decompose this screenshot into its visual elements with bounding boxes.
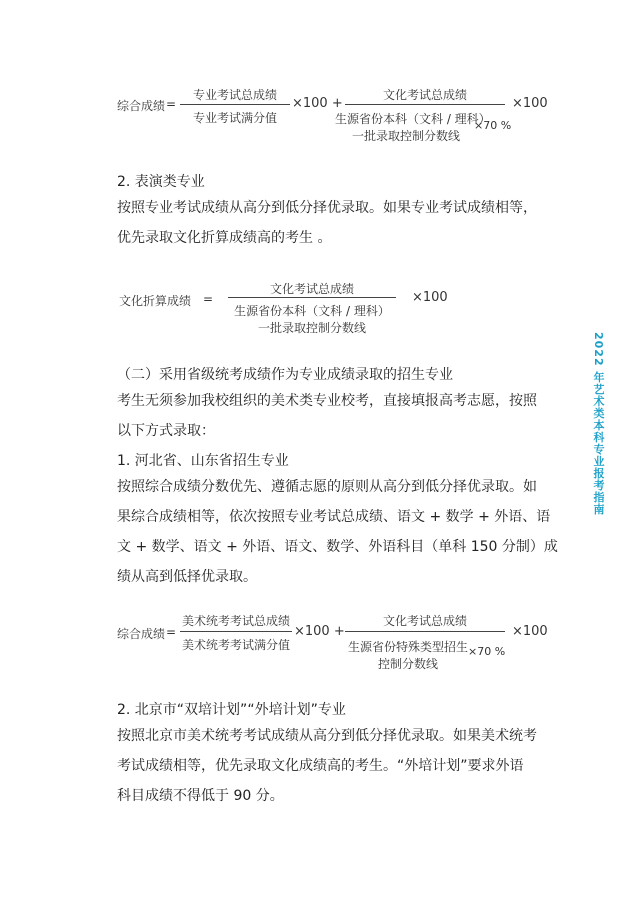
fraction-denominator: 专业考试满分值 bbox=[192, 111, 277, 125]
paragraph-hebei-shandong bbox=[117, 472, 558, 592]
section-heading-beijing: 2. 北京市“双培计划”“外培计划”专业 bbox=[117, 702, 346, 718]
paragraph-line: 优先录取文化折算成绩高的考生 。 bbox=[117, 230, 332, 246]
fraction-denominator: 美术统考考试满分值 bbox=[181, 638, 290, 652]
equals-sign: = bbox=[166, 625, 177, 639]
paragraph-line: 以下方式录取： bbox=[117, 423, 215, 439]
equals-sign: = bbox=[166, 97, 177, 111]
fraction-numerator: 专业考试总成绩 bbox=[192, 88, 277, 102]
fraction-denominator-line1: 生源省份特殊类型招生 bbox=[348, 640, 469, 654]
percentage-factor: ×70 % bbox=[468, 645, 506, 658]
times-hundred-plus: ×100 + bbox=[294, 624, 345, 639]
section-heading-performance: 2. 表演类专业 bbox=[117, 174, 205, 190]
times-hundred-plus: ×100 + bbox=[292, 96, 343, 111]
paragraph-line: 考试成绩相等，优先录取文化成绩高的考生。“外培计划”要求外语 bbox=[117, 758, 524, 774]
fraction-numerator: 文化考试总成绩 bbox=[382, 88, 467, 102]
fraction-denominator-line1: 生源省份本科（文科 / 理科） bbox=[234, 304, 390, 318]
section-heading-hebei-shandong: 1. 河北省、山东省招生专业 bbox=[117, 453, 289, 469]
fraction-denominator-line2: 一批录取控制分数线 bbox=[352, 129, 461, 143]
paragraph-unified-exam bbox=[117, 386, 537, 446]
paragraph-beijing bbox=[117, 721, 537, 811]
paragraph-performance bbox=[117, 193, 537, 253]
sidebar-guide-title: 2022 年艺术类本科专业报考指南 bbox=[592, 332, 605, 516]
formula-label: 文化折算成绩 bbox=[119, 294, 192, 308]
fraction-numerator: 文化考试总成绩 bbox=[269, 282, 354, 296]
fraction-bar bbox=[180, 104, 290, 105]
fraction-bar bbox=[180, 631, 292, 632]
paragraph-line: 按照综合成绩分数优先、遵循志愿的原则从高分到低分择优录取。如 bbox=[117, 479, 537, 495]
fraction-bar bbox=[345, 631, 505, 632]
paragraph-line: 科目成绩不得低于 90 分。 bbox=[117, 788, 284, 804]
fraction-numerator: 文化考试总成绩 bbox=[382, 614, 467, 628]
fraction-numerator: 美术统考考试总成绩 bbox=[181, 614, 290, 628]
equals-sign: = bbox=[203, 292, 214, 306]
times-hundred: ×100 bbox=[412, 290, 448, 305]
times-hundred: ×100 bbox=[512, 624, 548, 639]
paragraph-line: 绩从高到低择优录取。 bbox=[117, 569, 257, 585]
fraction-denominator-line2: 控制分数线 bbox=[378, 657, 439, 671]
formula-label: 综合成绩 bbox=[117, 99, 166, 113]
times-hundred: ×100 bbox=[512, 96, 548, 111]
fraction-bar bbox=[228, 297, 396, 298]
paragraph-line: 按照专业考试成绩从高分到低分择优录取。如果专业考试成绩相等， bbox=[117, 200, 537, 216]
part-heading-unified-exam: （二）采用省级统考成绩作为专业成绩录取的招生专业 bbox=[117, 367, 453, 383]
paragraph-line: 考生无须参加我校组织的美术类专业校考，直接填报高考志愿，按照 bbox=[117, 393, 537, 409]
percentage-factor: ×70 % bbox=[474, 119, 512, 132]
fraction-denominator-line2: 一批录取控制分数线 bbox=[257, 321, 366, 335]
paragraph-line: 文 + 数学、语文 + 外语、语文、数学、外语科目（单科 150 分制）成 bbox=[117, 539, 558, 555]
paragraph-line: 按照北京市美术统考考试成绩从高分到低分择优录取。如果美术统考 bbox=[117, 728, 537, 744]
fraction-denominator-line1: 生源省份本科（文科 / 理科） bbox=[335, 112, 491, 126]
formula-label: 综合成绩 bbox=[117, 627, 166, 641]
fraction-bar bbox=[345, 104, 505, 105]
paragraph-line: 果综合成绩相等，依次按照专业考试总成绩、语文 + 数学 + 外语、语 bbox=[117, 509, 551, 525]
